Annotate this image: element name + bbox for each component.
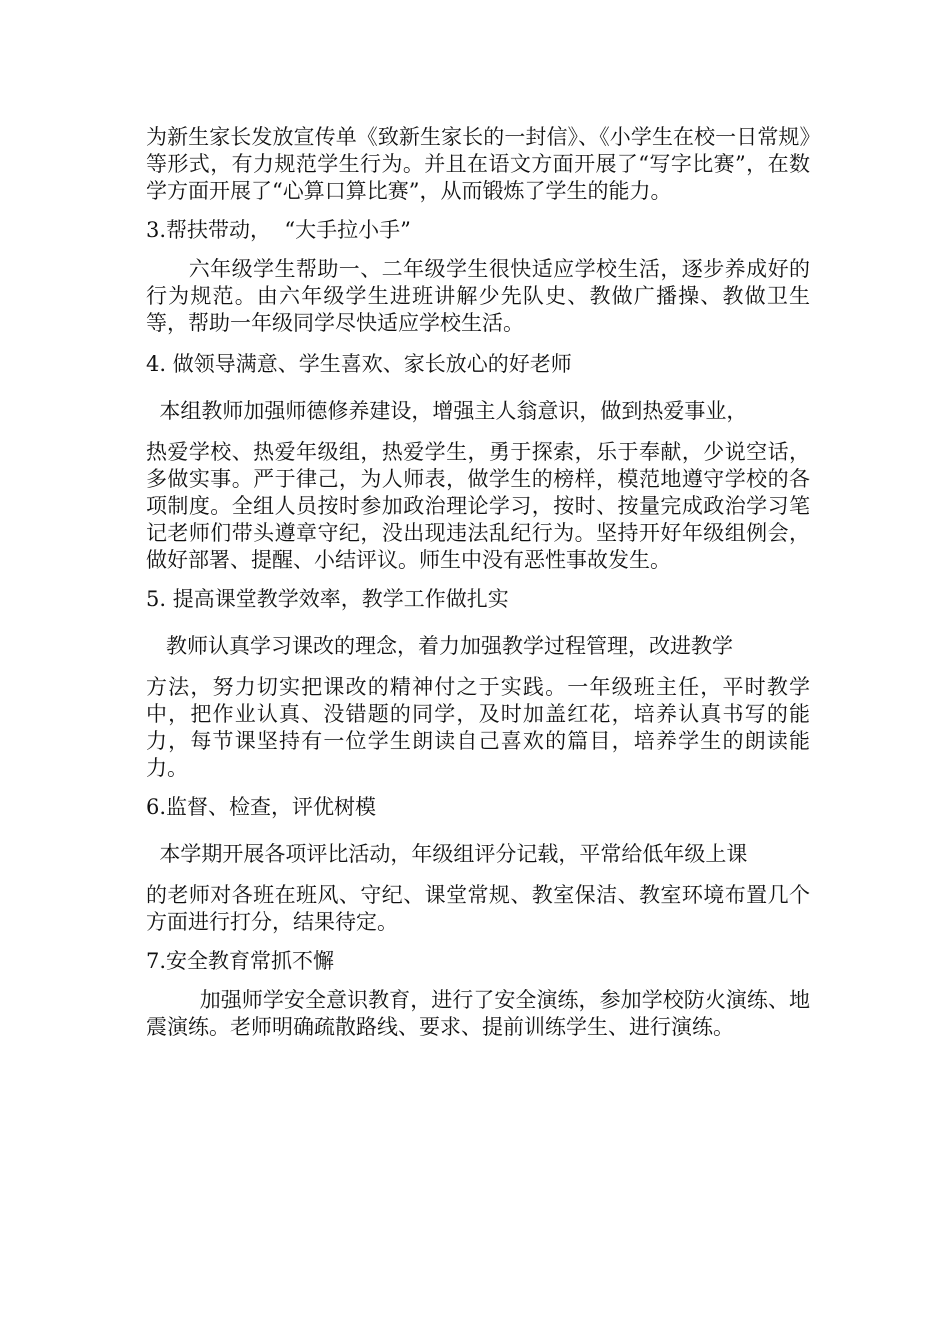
section-paragraph-3: 六年级学生帮助一、二年级学生很快适应学校生活，逐步养成好的行为规范。由六年级学生进班讲解少先队史、教做广播操、教做卫生等，帮助一年级同学尽快适应学校生活。 xyxy=(146,257,811,335)
section-heading-4: 4. 做领导满意、学生喜欢、家长放心的好老师 xyxy=(146,352,572,376)
section-heading-6: 6.监督、检查，评优树模 xyxy=(146,795,377,819)
section-heading-5: 5. 提高课堂教学效率，教学工作做扎实 xyxy=(146,587,509,611)
section-heading-7: 7.安全教育常抓不懈 xyxy=(146,949,335,973)
document-body xyxy=(146,124,810,1041)
section-paragraph-5-rest: 方法，努力切实把课改的精神付之于实践。一年级班主任，平时教学中，把作业认真、没错题的同学，及时加盖红花，培养认真书写的能力，每节课坚持有一位学生朗读自己喜欢的篇目，培养学生的朗读能力。 xyxy=(146,675,810,780)
section-paragraph-6-rest: 的老师对各班在班风、守纪、课堂常规、教室保洁、教室环境布置几个方面进行打分，结果待定。 xyxy=(146,883,810,934)
intro-paragraph: 为新生家长发放宣传单《致新生家长的一封信》、《小学生在校一日常规》等形式，有力规范学生行为。并且在语文方面开展了“写字比赛”，在数学方面开展了“心算口算比赛”，从而锻炼了学生的能力。 xyxy=(146,125,810,203)
section-paragraph-4-first-line: 本组教师加强师德修养建设，增强主人翁意识，做到热爱事业， xyxy=(146,399,748,423)
section-heading-3: 3.帮扶带动， “大手拉小手” xyxy=(146,218,411,242)
section-paragraph-4-rest: 热爱学校、热爱年级组，热爱学生，勇于探索，乐于奉献，少说空话，多做实事。严于律己，为人师表，做学生的榜样，模范地遵守学校的各项制度。全组人员按时参加政治理论学习，按时、按量完成政治学习笔记老师们带头遵章守纪，没出现违法乱纪行为。坚持开好年级组例会，做好部署、提醒、小结评议。师生中没有恶性事故发生。 xyxy=(146,440,810,572)
section-paragraph-5-first-line: 教师认真学习课改的理念，着力加强教学过程管理，改进教学 xyxy=(146,634,734,658)
section-paragraph-7: 加强师学安全意识教育，进行了安全演练，参加学校防火演练、地震演练。老师明确疏散路线、要求、提前训练学生、进行演练。 xyxy=(146,988,811,1039)
section-paragraph-6-first-line: 本学期开展各项评比活动，年级组评分记载，平常给低年级上课 xyxy=(146,842,748,866)
